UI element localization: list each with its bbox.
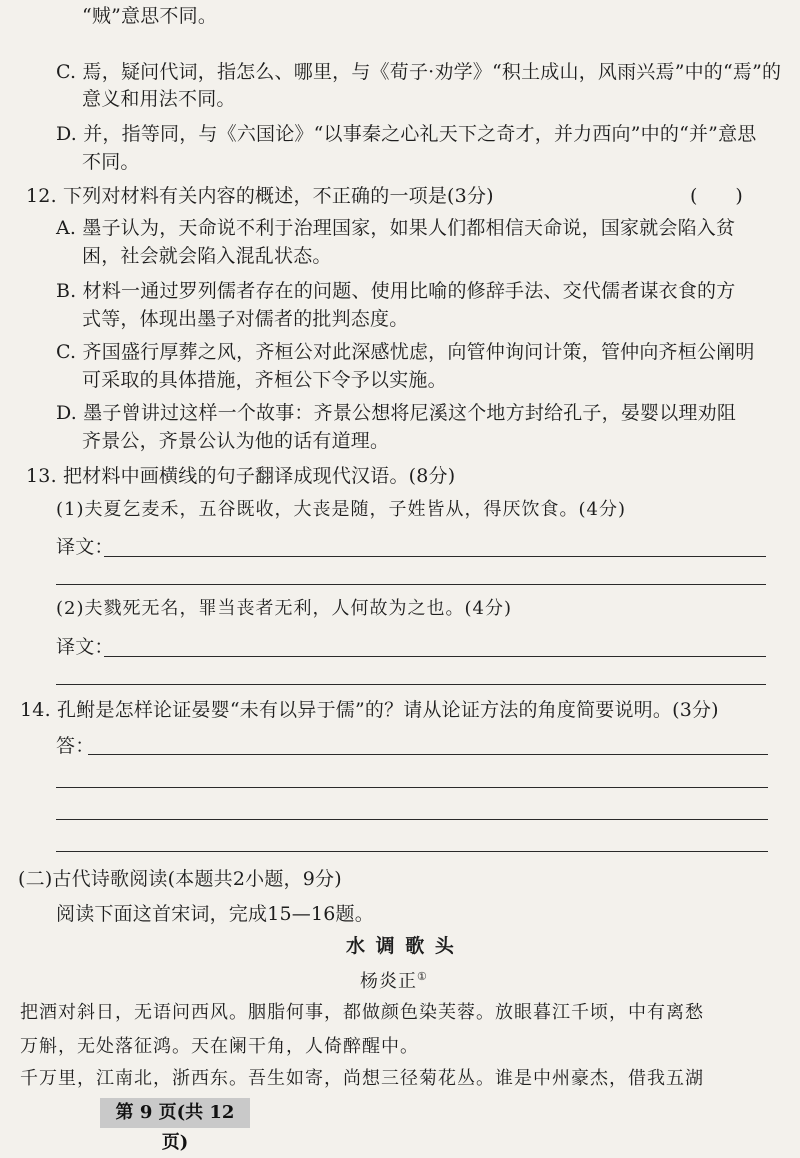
q11-option-b-continued: “贼”意思不同。 [82,5,218,27]
q13-1-answer-line-2[interactable] [56,584,766,585]
q11-option-c: C. 焉，疑问代词，指怎么、哪里，与《荀子·劝学》“积土成山，风雨兴焉”中的“焉”的 [56,61,782,83]
q13-1-answer-label: 译文： [56,536,114,558]
q13-2-answer-line-2[interactable] [56,684,766,685]
q13-2-answer-label: 译文： [56,636,114,658]
q13-sentence-1: (1)夫夏乞麦禾，五谷既收，大丧是随，子姓皆从，得厌饮食。(4分) [56,499,626,520]
q13-2-answer-line-1[interactable] [104,656,766,657]
q11-option-c-continued: 意义和用法不同。 [82,88,236,110]
q13-1-answer-line-1[interactable] [104,556,766,557]
q12-option-c-continued: 可采取的具体措施，齐桓公下令予以实施。 [82,369,447,391]
q12-option-c: C. 齐国盛行厚葬之风，齐桓公对此深感忧虑，向管仲询问计策，管仲向齐桓公阐明 [56,341,755,363]
section-2-instruction: 阅读下面这首宋词，完成15—16题。 [56,903,374,925]
q12-stem: 12. 下列对材料有关内容的概述，不正确的一项是(3分) [26,185,494,207]
poem-author-name: 杨炎正 [360,971,417,992]
section-2-heading: (二)古代诗歌阅读(本题共2小题，9分) [18,868,342,890]
q12-option-d-continued: 齐景公，齐景公认为他的话有道理。 [82,430,390,452]
q14-answer-line-1[interactable] [88,754,768,755]
author-footnote-marker: ① [417,970,428,983]
q12-option-a-continued: 困，社会就会陷入混乱状态。 [82,245,332,267]
q12-option-d: D. 墨子曾讲过这样一个故事：齐景公想将尼溪这个地方封给孔子，晏婴以理劝阻 [56,402,737,424]
q11-option-d-continued: 不同。 [82,151,140,173]
poem-author [360,964,428,995]
q12-option-b: B. 材料一通过罗列儒者存在的问题、使用比喻的修辞手法、交代儒者谋衣食的方 [56,280,736,302]
q14-answer-line-3[interactable] [56,819,768,820]
q14-stem: 14. 孔鲋是怎样论证晏婴“未有以异于儒”的？请从论证方法的角度简要说明。(3分) [20,699,719,721]
q14-answer-label: 答： [56,735,95,757]
q14-answer-line-2[interactable] [56,787,768,788]
q13-stem: 13. 把材料中画横线的句子翻译成现代汉语。(8分) [26,465,456,487]
q12-option-b-continued: 式等，体现出墨子对儒者的批判态度。 [82,308,409,330]
q12-answer-parentheses: ( ) [690,185,743,207]
poem-line-3: 千万里，江南北，浙西东。吾生如寄，尚想三径菊花丛。谁是中州豪杰，借我五湖 [20,1068,704,1089]
poem-line-1: 把酒对斜日，无语问西风。胭脂何事，都做颜色染芙蓉。放眼暮江千顷，中有离愁 [20,1002,704,1023]
q14-answer-line-4[interactable] [56,851,768,852]
poem-line-2: 万斛，无处落征鸿。天在阑干角，人倚醉醒中。 [20,1036,419,1057]
q11-option-d: D. 并，指等同，与《六国论》“以事秦之心礼天下之奇才，并力西向”中的“并”意思 [56,123,757,145]
page-number-footer: 第 9 页(共 12 页) [100,1098,250,1128]
q12-option-a: A. 墨子认为，天命说不利于治理国家，如果人们都相信天命说，国家就会陷入贫 [56,217,736,239]
q13-sentence-2: (2)夫戮死无名，罪当丧者无利，人何故为之也。(4分) [56,598,512,619]
poem-title: 水 调 歌 头 [346,935,456,957]
